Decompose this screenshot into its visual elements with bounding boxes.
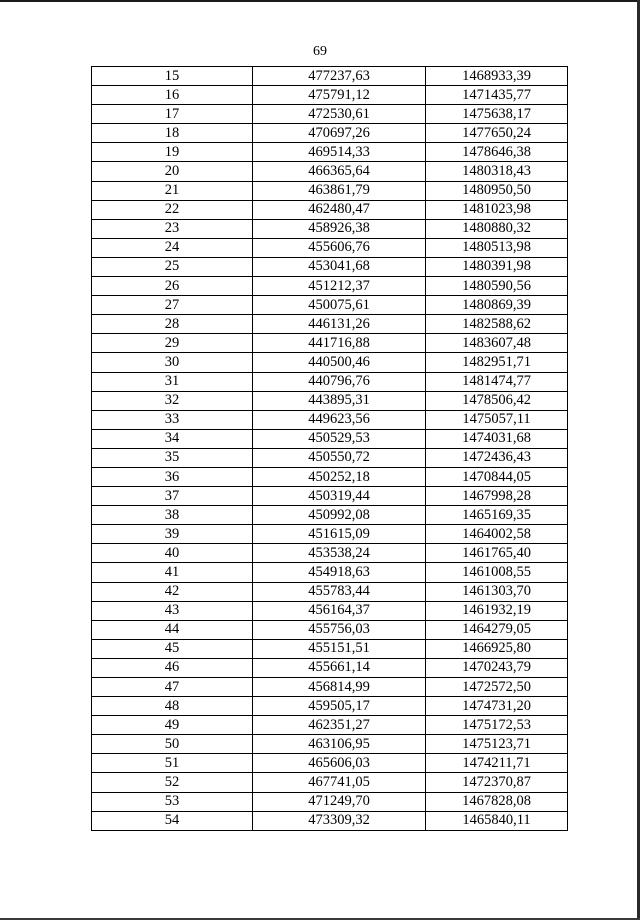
x-coordinate-cell: 462351,27: [253, 716, 426, 735]
table-row: [92, 582, 568, 601]
point-number-cell: 26: [92, 277, 253, 296]
y-coordinate-cell: 1483607,48: [426, 334, 568, 353]
point-number-cell: 44: [92, 620, 253, 639]
table-row: [92, 601, 568, 620]
y-coordinate-cell: 1475638,17: [426, 105, 568, 124]
y-coordinate-cell: 1467828,08: [426, 792, 568, 811]
point-number-cell: 40: [92, 544, 253, 563]
y-coordinate-cell: 1481474,77: [426, 372, 568, 391]
table-row: [92, 257, 568, 276]
table-row: [92, 735, 568, 754]
point-number-cell: 42: [92, 582, 253, 601]
point-number-cell: 30: [92, 353, 253, 372]
table-row: [92, 219, 568, 238]
point-number-cell: 16: [92, 86, 253, 105]
y-coordinate-cell: 1471435,77: [426, 86, 568, 105]
x-coordinate-cell: 455606,76: [253, 238, 426, 257]
x-coordinate-cell: 450992,08: [253, 506, 426, 525]
point-number-cell: 45: [92, 639, 253, 658]
y-coordinate-cell: 1474731,20: [426, 697, 568, 716]
y-coordinate-cell: 1464279,05: [426, 620, 568, 639]
point-number-cell: 15: [92, 67, 253, 86]
y-coordinate-cell: 1482588,62: [426, 315, 568, 334]
y-coordinate-cell: 1466925,80: [426, 639, 568, 658]
y-coordinate-cell: 1472572,50: [426, 678, 568, 697]
table-row: [92, 372, 568, 391]
table-row: [92, 792, 568, 811]
y-coordinate-cell: 1475057,11: [426, 410, 568, 429]
table-row: [92, 391, 568, 410]
point-number-cell: 28: [92, 315, 253, 334]
point-number-cell: 46: [92, 658, 253, 677]
y-coordinate-cell: 1481023,98: [426, 200, 568, 219]
y-coordinate-cell: 1478506,42: [426, 391, 568, 410]
point-number-cell: 37: [92, 487, 253, 506]
point-number-cell: 36: [92, 467, 253, 486]
point-number-cell: 41: [92, 563, 253, 582]
point-number-cell: 24: [92, 238, 253, 257]
y-coordinate-cell: 1480318,43: [426, 162, 568, 181]
x-coordinate-cell: 441716,88: [253, 334, 426, 353]
y-coordinate-cell: 1461765,40: [426, 544, 568, 563]
x-coordinate-cell: 458926,38: [253, 219, 426, 238]
scan-edge-top: [0, 0, 640, 2]
table-row: [92, 697, 568, 716]
point-number-cell: 49: [92, 716, 253, 735]
x-coordinate-cell: 455151,51: [253, 639, 426, 658]
table-row: [92, 353, 568, 372]
table-row: [92, 200, 568, 219]
table-row: [92, 448, 568, 467]
table-row: [92, 487, 568, 506]
x-coordinate-cell: 475791,12: [253, 86, 426, 105]
point-number-cell: 53: [92, 792, 253, 811]
point-number-cell: 27: [92, 296, 253, 315]
table-row: [92, 506, 568, 525]
x-coordinate-cell: 467741,05: [253, 773, 426, 792]
x-coordinate-cell: 451615,09: [253, 525, 426, 544]
table-row: [92, 716, 568, 735]
y-coordinate-cell: 1474211,71: [426, 754, 568, 773]
table-row: [92, 678, 568, 697]
point-number-cell: 22: [92, 200, 253, 219]
y-coordinate-cell: 1477650,24: [426, 124, 568, 143]
table-row: [92, 525, 568, 544]
table-row: [92, 429, 568, 448]
x-coordinate-cell: 451212,37: [253, 277, 426, 296]
y-coordinate-cell: 1480869,39: [426, 296, 568, 315]
y-coordinate-cell: 1475123,71: [426, 735, 568, 754]
y-coordinate-cell: 1480590,56: [426, 277, 568, 296]
table-row: [92, 277, 568, 296]
y-coordinate-cell: 1474031,68: [426, 429, 568, 448]
table-row: [92, 238, 568, 257]
table-row: [92, 773, 568, 792]
table-row: [92, 124, 568, 143]
table-row: [92, 296, 568, 315]
point-number-cell: 38: [92, 506, 253, 525]
x-coordinate-cell: 450529,53: [253, 429, 426, 448]
x-coordinate-cell: 455661,14: [253, 658, 426, 677]
x-coordinate-cell: 470697,26: [253, 124, 426, 143]
table-row: [92, 544, 568, 563]
x-coordinate-cell: 453538,24: [253, 544, 426, 563]
point-number-cell: 29: [92, 334, 253, 353]
table-row: [92, 67, 568, 86]
table-row: [92, 410, 568, 429]
x-coordinate-cell: 450319,44: [253, 487, 426, 506]
table-row: [92, 143, 568, 162]
x-coordinate-cell: 477237,63: [253, 67, 426, 86]
coordinates-table: [91, 66, 568, 831]
point-number-cell: 35: [92, 448, 253, 467]
y-coordinate-cell: 1480391,98: [426, 257, 568, 276]
point-number-cell: 21: [92, 181, 253, 200]
point-number-cell: 25: [92, 257, 253, 276]
y-coordinate-cell: 1465840,11: [426, 811, 568, 830]
x-coordinate-cell: 471249,70: [253, 792, 426, 811]
point-number-cell: 47: [92, 678, 253, 697]
table-row: [92, 467, 568, 486]
y-coordinate-cell: 1480513,98: [426, 238, 568, 257]
point-number-cell: 54: [92, 811, 253, 830]
x-coordinate-cell: 463861,79: [253, 181, 426, 200]
table-row: [92, 86, 568, 105]
x-coordinate-cell: 466365,64: [253, 162, 426, 181]
point-number-cell: 39: [92, 525, 253, 544]
y-coordinate-cell: 1480950,50: [426, 181, 568, 200]
point-number-cell: 19: [92, 143, 253, 162]
x-coordinate-cell: 456814,99: [253, 678, 426, 697]
y-coordinate-cell: 1465169,35: [426, 506, 568, 525]
y-coordinate-cell: 1461008,55: [426, 563, 568, 582]
x-coordinate-cell: 453041,68: [253, 257, 426, 276]
x-coordinate-cell: 465606,03: [253, 754, 426, 773]
point-number-cell: 43: [92, 601, 253, 620]
point-number-cell: 52: [92, 773, 253, 792]
y-coordinate-cell: 1480880,32: [426, 219, 568, 238]
x-coordinate-cell: 450252,18: [253, 467, 426, 486]
x-coordinate-cell: 462480,47: [253, 200, 426, 219]
point-number-cell: 23: [92, 219, 253, 238]
table-row: [92, 563, 568, 582]
point-number-cell: 50: [92, 735, 253, 754]
table-row: [92, 811, 568, 830]
y-coordinate-cell: 1464002,58: [426, 525, 568, 544]
point-number-cell: 34: [92, 429, 253, 448]
table-row: [92, 334, 568, 353]
x-coordinate-cell: 450075,61: [253, 296, 426, 315]
x-coordinate-cell: 455756,03: [253, 620, 426, 639]
x-coordinate-cell: 454918,63: [253, 563, 426, 582]
x-coordinate-cell: 469514,33: [253, 143, 426, 162]
point-number-cell: 48: [92, 697, 253, 716]
point-number-cell: 17: [92, 105, 253, 124]
table-row: [92, 162, 568, 181]
x-coordinate-cell: 456164,37: [253, 601, 426, 620]
y-coordinate-cell: 1475172,53: [426, 716, 568, 735]
x-coordinate-cell: 440796,76: [253, 372, 426, 391]
y-coordinate-cell: 1470844,05: [426, 467, 568, 486]
x-coordinate-cell: 463106,95: [253, 735, 426, 754]
x-coordinate-cell: 472530,61: [253, 105, 426, 124]
table-row: [92, 105, 568, 124]
x-coordinate-cell: 449623,56: [253, 410, 426, 429]
page-number: 69: [313, 44, 327, 59]
table-row: [92, 658, 568, 677]
table-row: [92, 620, 568, 639]
x-coordinate-cell: 473309,32: [253, 811, 426, 830]
table-row: [92, 639, 568, 658]
table-row: [92, 754, 568, 773]
y-coordinate-cell: 1472436,43: [426, 448, 568, 467]
point-number-cell: 20: [92, 162, 253, 181]
point-number-cell: 18: [92, 124, 253, 143]
x-coordinate-cell: 459505,17: [253, 697, 426, 716]
table-row: [92, 181, 568, 200]
point-number-cell: 33: [92, 410, 253, 429]
y-coordinate-cell: 1468933,39: [426, 67, 568, 86]
x-coordinate-cell: 455783,44: [253, 582, 426, 601]
y-coordinate-cell: 1461932,19: [426, 601, 568, 620]
y-coordinate-cell: 1478646,38: [426, 143, 568, 162]
coordinates-table-body: [92, 67, 568, 831]
table-row: [92, 315, 568, 334]
point-number-cell: 31: [92, 372, 253, 391]
point-number-cell: 51: [92, 754, 253, 773]
y-coordinate-cell: 1461303,70: [426, 582, 568, 601]
y-coordinate-cell: 1482951,71: [426, 353, 568, 372]
point-number-cell: 32: [92, 391, 253, 410]
y-coordinate-cell: 1467998,28: [426, 487, 568, 506]
x-coordinate-cell: 450550,72: [253, 448, 426, 467]
y-coordinate-cell: 1472370,87: [426, 773, 568, 792]
x-coordinate-cell: 446131,26: [253, 315, 426, 334]
y-coordinate-cell: 1470243,79: [426, 658, 568, 677]
x-coordinate-cell: 440500,46: [253, 353, 426, 372]
x-coordinate-cell: 443895,31: [253, 391, 426, 410]
